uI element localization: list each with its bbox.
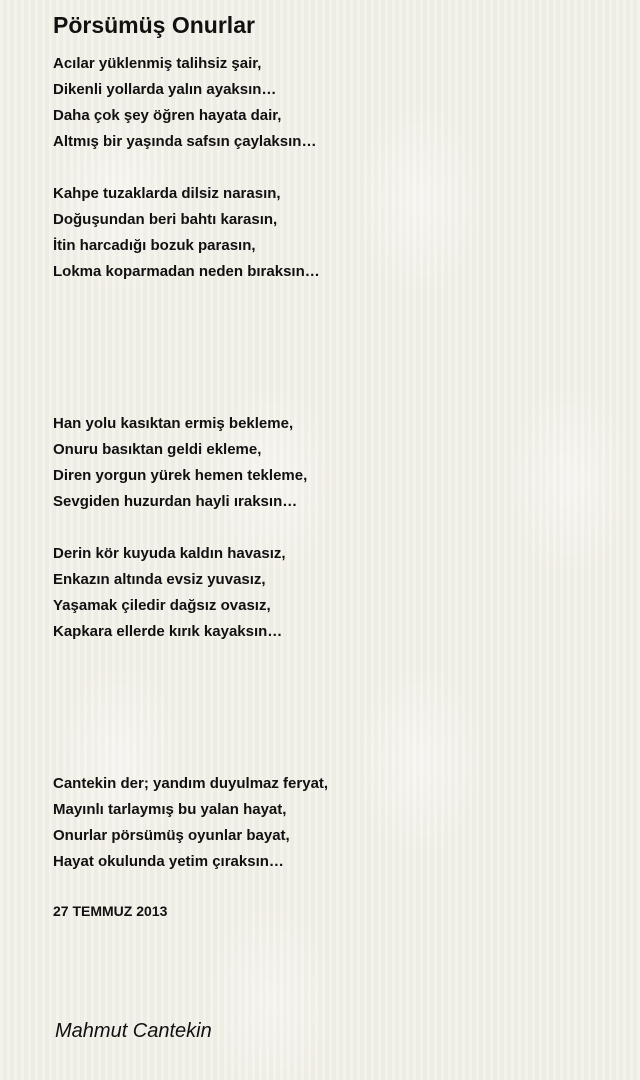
poem-title: Pörsümüş Onurlar xyxy=(53,12,255,38)
poem-line: Mayınlı tarlaymış bu yalan hayat, xyxy=(53,801,287,818)
poem-line: Kahpe tuzaklarda dilsiz narasın, xyxy=(53,185,281,202)
stanza-1 xyxy=(53,51,316,155)
poem-line: Acılar yüklenmiş talihsiz şair, xyxy=(53,55,262,72)
poem-line: Dikenli yollarda yalın ayaksın… xyxy=(53,81,277,98)
poem-line: Enkazın altında evsiz yuvasız, xyxy=(53,571,266,588)
poem-line: Onuru basıktan geldi ekleme, xyxy=(53,441,262,458)
poem-author: Mahmut Cantekin xyxy=(55,1020,212,1042)
poem-line: Hayat okulunda yetim çıraksın… xyxy=(53,853,284,870)
stanza-2 xyxy=(53,181,320,285)
poem-line: Kapkara ellerde kırık kayaksın… xyxy=(53,623,283,640)
poem-date: 27 TEMMUZ 2013 xyxy=(53,903,168,919)
stanza-4 xyxy=(53,541,286,645)
poem-line: Yaşamak çiledir dağsız ovasız, xyxy=(53,597,271,614)
poem-line: Cantekin der; yandım duyulmaz feryat, xyxy=(53,775,329,792)
poem-line: Sevgiden huzurdan hayli ıraksın… xyxy=(53,493,298,510)
stanza-3 xyxy=(53,411,307,515)
stanza-5 xyxy=(53,771,328,875)
poem-line: Altmış bir yaşında safsın çaylaksın… xyxy=(53,133,317,150)
poem-line: İtin harcadığı bozuk parasın, xyxy=(53,237,256,254)
poem-line: Doğuşundan beri bahtı karasın, xyxy=(53,211,278,228)
poem-line: Daha çok şey öğren hayata dair, xyxy=(53,107,282,124)
poem-line: Han yolu kasıktan ermiş bekleme, xyxy=(53,415,294,432)
poem-line: Diren yorgun yürek hemen tekleme, xyxy=(53,467,308,484)
poem-line: Derin kör kuyuda kaldın havasız, xyxy=(53,545,286,562)
poem-line: Lokma koparmadan neden bıraksın… xyxy=(53,263,320,280)
poem-line: Onurlar pörsümüş oyunlar bayat, xyxy=(53,827,290,844)
